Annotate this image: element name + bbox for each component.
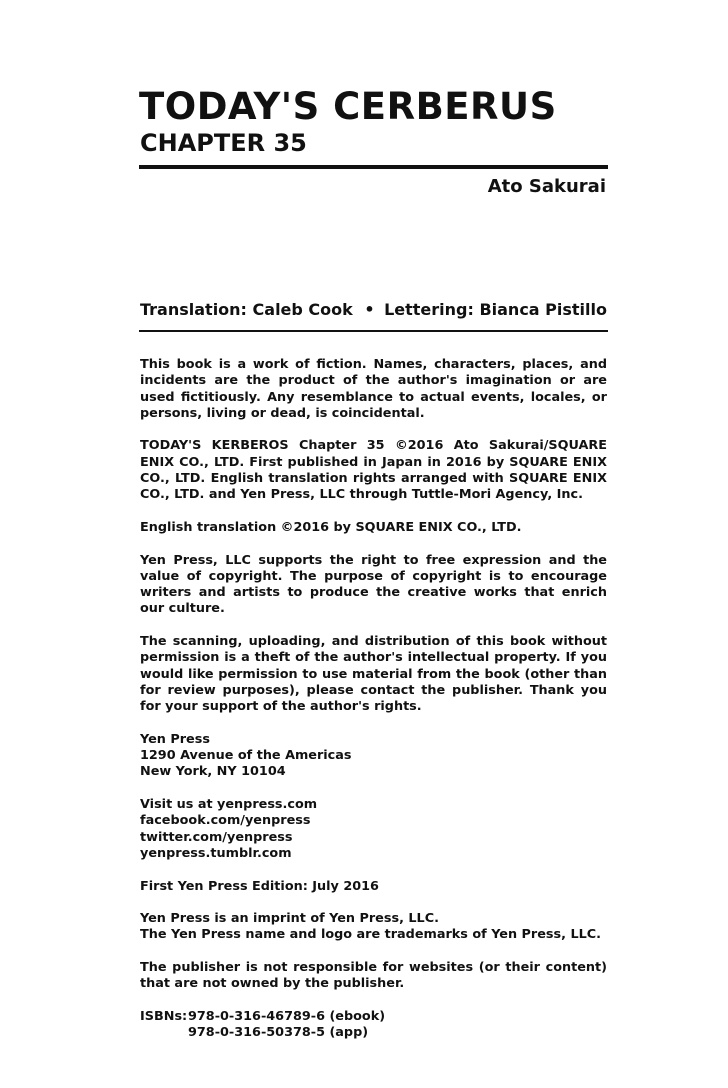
twitter-link: twitter.com/yenpress — [140, 829, 293, 845]
publisher-address — [140, 732, 607, 781]
credits-separator: • — [364, 300, 375, 319]
credits-line — [140, 302, 607, 318]
isbn-block — [140, 1009, 607, 1042]
edition-line: First Yen Press Edition: July 2016 — [140, 878, 379, 894]
book-title: TODAY'S CERBERUS — [139, 85, 557, 128]
website-disclaimer: The publisher is not responsible for websites (or their content) that are not owned by the publisher. — [140, 959, 607, 992]
translation-copyright: English translation ©2016 by SQUARE ENIX CO., LTD. — [140, 519, 522, 535]
imprint-line: Yen Press is an imprint of Yen Press, LLC. — [140, 911, 439, 927]
imprint-notice — [140, 911, 607, 944]
isbn-app: 978-0-316-50378-5 (app) — [188, 1025, 369, 1041]
legal-text — [140, 357, 607, 1058]
website-line: Visit us at yenpress.com — [140, 797, 318, 813]
fiction-notice: This book is a work of fiction. Names, characters, places, and incidents are the product of the author's imagination or are used fictitiously. Any resemblance to actual events, locales, or persons, living or dead, is coincidental. — [140, 357, 607, 421]
translation-credit: Translation: Caleb Cook — [140, 300, 353, 319]
free-expression-notice: Yen Press, LLC supports the right to free expression and the value of copyright. The purpose of copyright is to encourage writers and artists to produce the creative works that enrich our culture. — [140, 552, 607, 617]
address-line: New York, NY 10104 — [140, 764, 286, 780]
isbn-ebook: 978-0-316-46789-6 (ebook) — [188, 1008, 386, 1024]
title-divider — [139, 165, 608, 169]
author-name: Ato Sakurai — [487, 176, 606, 197]
tumblr-link: yenpress.tumblr.com — [140, 845, 292, 861]
web-links — [140, 797, 607, 862]
piracy-notice: The scanning, uploading, and distribution of this book without permission is a theft of the author's intellectual property. If you would like permission to use material from the book (other than for review purposes), please contact the publisher. Thank you for your support of the author's rights. — [140, 634, 607, 715]
facebook-link: facebook.com/yenpress — [140, 813, 311, 829]
copyright-notice: TODAY'S KERBEROS Chapter 35 ©2016 Ato Sakurai/SQUARE ENIX CO., LTD. First published in Japan in 2016 by SQUARE ENIX CO., LTD. English translation rights arranged with SQUARE ENIX CO., LTD. and Yen Press, LLC through Tuttle-Mori Agency, Inc. — [140, 438, 607, 503]
address-line: 1290 Avenue of the Americas — [140, 748, 352, 764]
chapter-title: CHAPTER 35 — [140, 129, 307, 157]
lettering-credit: Lettering: Bianca Pistillo — [384, 300, 607, 319]
trademark-line: The Yen Press name and logo are trademarks of Yen Press, LLC. — [140, 927, 602, 943]
credits-divider — [139, 330, 608, 332]
isbn-label: ISBNs: — [140, 1008, 188, 1024]
address-line: Yen Press — [140, 731, 210, 747]
